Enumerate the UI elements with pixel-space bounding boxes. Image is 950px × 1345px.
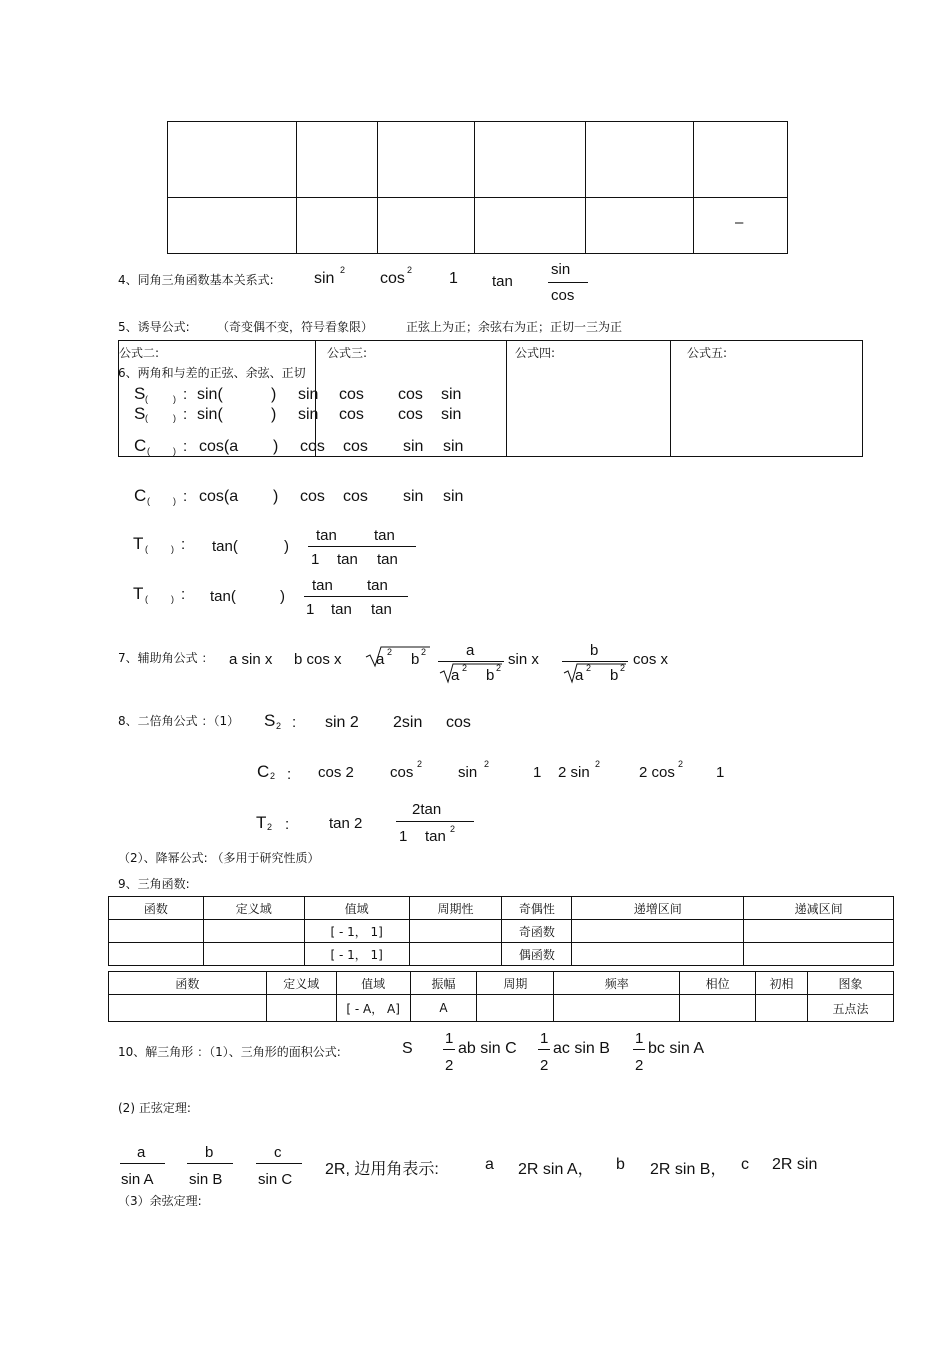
exponent: 2	[450, 824, 456, 834]
term: 2R sin	[772, 1156, 818, 1173]
exponent: 2	[484, 759, 490, 769]
subscript: 2	[267, 822, 273, 832]
numerator: 1	[445, 1030, 454, 1047]
table-header: 频率	[554, 972, 680, 995]
exponent: 2	[417, 759, 423, 769]
colon: :	[183, 488, 188, 505]
section-6-label: 6、两角和与差的正弦、余弦、正切	[118, 366, 306, 380]
term: a	[575, 667, 584, 684]
table-header: 递增区间	[572, 897, 744, 920]
numerator: a	[137, 1144, 146, 1161]
S-symbol: S	[134, 384, 146, 403]
term: cos	[300, 488, 325, 505]
table-cell	[756, 995, 808, 1022]
term: b cos x	[294, 651, 342, 668]
denominator: sin B	[189, 1171, 223, 1188]
term: cos	[339, 386, 364, 403]
term: a sin x	[229, 651, 273, 668]
numerator: 1	[635, 1030, 644, 1047]
table-cell	[266, 995, 336, 1022]
table-header: 值域	[304, 897, 409, 920]
paren: (	[147, 446, 150, 456]
table-header: 图象	[808, 972, 894, 995]
formula-five-label: 公式五:	[687, 346, 728, 360]
term: sin	[403, 438, 424, 455]
numerator: tan	[316, 527, 337, 544]
numerator: b	[205, 1144, 214, 1161]
section-5-rule: 正弦上为正；余弦右为正；正切一三为正	[406, 320, 623, 334]
term: 1	[716, 764, 725, 781]
numerator: tan	[374, 527, 395, 544]
term: 1	[449, 270, 458, 287]
paren: )	[173, 413, 176, 423]
table-row	[109, 943, 894, 966]
colon: :	[183, 406, 188, 423]
trig-table	[108, 896, 894, 966]
table-cell	[554, 995, 680, 1022]
term: cos	[339, 406, 364, 423]
table-cell	[572, 920, 744, 943]
term: bc sin A	[648, 1040, 705, 1057]
denominator: cos	[551, 287, 575, 304]
table-cell: [ - 1， 1]	[304, 943, 409, 966]
table-cell	[109, 943, 204, 966]
paren: (	[145, 394, 148, 404]
term: ab sin C	[458, 1040, 517, 1057]
paren: )	[173, 496, 176, 506]
term: cos	[390, 764, 414, 781]
exponent: 2	[421, 647, 427, 657]
term: c	[741, 1156, 749, 1173]
table-cell	[744, 943, 894, 966]
term: 2 sin	[558, 764, 590, 781]
table-cell: [ - A， A]	[336, 995, 410, 1022]
denominator: 2	[635, 1057, 644, 1074]
C-symbol: C	[134, 486, 147, 505]
paren: )	[171, 594, 174, 604]
term: sin	[403, 488, 424, 505]
denominator: tan	[377, 551, 398, 568]
paren: )	[173, 394, 176, 404]
table-cell	[409, 943, 502, 966]
term: )	[271, 406, 277, 423]
colon: :	[181, 586, 186, 603]
term: sin 2	[325, 714, 359, 731]
dash-mark: –	[735, 214, 744, 231]
sinusoid-table	[108, 971, 894, 1022]
formula-three-label: 公式三:	[327, 346, 368, 360]
exponent: 2	[678, 759, 684, 769]
term: b	[616, 1156, 625, 1173]
colon: :	[285, 816, 290, 833]
term: b	[411, 651, 420, 668]
subscript: 2	[276, 721, 282, 731]
table-cell	[203, 943, 304, 966]
table-header: 递减区间	[744, 897, 894, 920]
S-symbol: S	[264, 711, 276, 730]
table-cell	[477, 995, 554, 1022]
denominator: 1	[399, 828, 408, 845]
exponent: 2	[340, 265, 346, 275]
table-cell	[744, 920, 894, 943]
subscript: 2	[270, 771, 276, 781]
section-9-label: 9、三角函数:	[118, 877, 190, 891]
term: ac sin B	[553, 1040, 610, 1057]
term: cos	[300, 438, 325, 455]
denominator: tan	[425, 828, 446, 845]
denominator: 1	[311, 551, 320, 568]
section-8-label: 8、二倍角公式 ：（1）	[118, 714, 240, 728]
term: cos	[398, 386, 423, 403]
table-cell	[409, 920, 502, 943]
term: 2sin	[393, 714, 423, 731]
term: cos	[343, 438, 368, 455]
table-header: 相位	[680, 972, 756, 995]
term: )	[271, 386, 277, 403]
term: cos	[343, 488, 368, 505]
numerator: tan	[312, 577, 333, 594]
section-4-label: 4、同角三角函数基本关系式:	[118, 273, 274, 287]
term: S	[402, 1040, 413, 1057]
term: sin	[443, 488, 464, 505]
section-5-label: 5、诱导公式:	[118, 320, 190, 334]
table-cell	[109, 995, 267, 1022]
term: )	[273, 438, 279, 455]
table-header: 周期	[477, 972, 554, 995]
table-header: 定义域	[266, 972, 336, 995]
colon: :	[183, 386, 188, 403]
table-cell	[572, 943, 744, 966]
reduce-power-label: （2）、降幂公式: （多用于研究性质）	[118, 851, 320, 865]
denominator: sin A	[121, 1171, 154, 1188]
denominator: sin C	[258, 1171, 293, 1188]
term: 1	[533, 764, 542, 781]
colon: :	[181, 536, 186, 553]
exponent: 2	[387, 647, 393, 657]
table-header: 初相	[756, 972, 808, 995]
term: 2R sin A，	[518, 1161, 594, 1178]
exponent: 2	[595, 759, 601, 769]
term: a	[376, 651, 385, 668]
term: sin	[441, 406, 462, 423]
exponent: 2	[586, 663, 592, 673]
table-header: 函数	[109, 972, 267, 995]
C-symbol: C	[257, 762, 270, 781]
term: cos 2	[318, 764, 354, 781]
term: sin	[314, 270, 335, 287]
table-cell: 偶函数	[502, 943, 572, 966]
table-row	[109, 995, 894, 1022]
term: b	[486, 667, 495, 684]
term: tan(	[212, 538, 238, 555]
section-7-label: 7、辅助角公式 ：	[118, 651, 214, 665]
T-symbol: T	[256, 813, 267, 832]
paren: (	[147, 496, 150, 506]
table-header: 定义域	[203, 897, 304, 920]
term: cos(a	[199, 438, 239, 455]
term: tan	[492, 273, 513, 290]
term: sin	[298, 406, 319, 423]
denominator: 2	[445, 1057, 454, 1074]
term: a	[485, 1156, 494, 1173]
table-cell: A	[410, 995, 477, 1022]
formula-two-label: 公式二:	[119, 346, 160, 360]
table-header: 函数	[109, 897, 204, 920]
term: sin(	[197, 386, 223, 403]
C-symbol: C	[134, 436, 147, 455]
term: 2R sin B，	[650, 1161, 727, 1178]
term: )	[273, 488, 279, 505]
term: cos	[446, 714, 471, 731]
colon: :	[292, 714, 297, 731]
table-header: 振幅	[410, 972, 477, 995]
numerator: tan	[367, 577, 388, 594]
colon: :	[183, 438, 188, 455]
exponent: 2	[496, 663, 502, 673]
numerator: sin	[551, 261, 571, 278]
numerator: 2tan	[412, 801, 442, 818]
term: tan 2	[329, 815, 363, 832]
paren: )	[171, 544, 174, 554]
term: tan(	[210, 588, 236, 605]
formula-four-label: 公式四:	[515, 346, 556, 360]
paren: (	[145, 413, 148, 423]
table-row	[109, 972, 894, 995]
table-cell	[203, 920, 304, 943]
table-header: 值域	[336, 972, 410, 995]
numerator: b	[590, 642, 599, 659]
term: sin(	[197, 406, 223, 423]
law-of-cosines-label: （3）余弦定理:	[118, 1194, 202, 1208]
section-10-label: 10、解三角形 ：（1）、三角形的面积公式:	[118, 1045, 341, 1059]
table-cell	[109, 920, 204, 943]
term: sin	[458, 764, 478, 781]
table-header: 周期性	[409, 897, 502, 920]
exponent: 2	[407, 265, 413, 275]
term: 2R, 边用角表示:	[325, 1161, 439, 1178]
term: 2 cos	[639, 764, 675, 781]
denominator: tan	[371, 601, 392, 618]
table-row	[109, 897, 894, 920]
S-symbol: S	[134, 404, 146, 423]
term: )	[284, 538, 289, 555]
paren: )	[173, 446, 176, 456]
numerator: 1	[540, 1030, 549, 1047]
colon: :	[287, 766, 292, 783]
paren: (	[145, 594, 148, 604]
term: cos	[398, 406, 423, 423]
T-symbol: T	[133, 584, 144, 603]
term: a	[451, 667, 460, 684]
term: cos	[380, 270, 405, 287]
numerator: a	[466, 642, 475, 659]
table-row	[109, 920, 894, 943]
term: cos(a	[199, 488, 239, 505]
term: sin x	[508, 651, 539, 668]
table-header: 奇偶性	[502, 897, 572, 920]
term: sin	[441, 386, 462, 403]
table-cell: [ - 1， 1]	[304, 920, 409, 943]
term: sin	[298, 386, 319, 403]
table-cell: 五点法	[808, 995, 894, 1022]
denominator: tan	[337, 551, 358, 568]
denominator: tan	[331, 601, 352, 618]
term: sin	[443, 438, 464, 455]
numerator: c	[274, 1144, 282, 1161]
law-of-sines-label: (2) 正弦定理:	[118, 1101, 191, 1115]
paren: (	[145, 544, 148, 554]
table-cell: 奇函数	[502, 920, 572, 943]
section-5-paren: （奇变偶不变，符号看象限）	[217, 320, 374, 334]
table-cell	[680, 995, 756, 1022]
denominator: 2	[540, 1057, 549, 1074]
exponent: 2	[620, 663, 626, 673]
T-symbol: T	[133, 534, 144, 553]
term: b	[610, 667, 619, 684]
term: )	[280, 588, 285, 605]
denominator: 1	[306, 601, 315, 618]
exponent: 2	[462, 663, 468, 673]
term: cos x	[633, 651, 669, 668]
